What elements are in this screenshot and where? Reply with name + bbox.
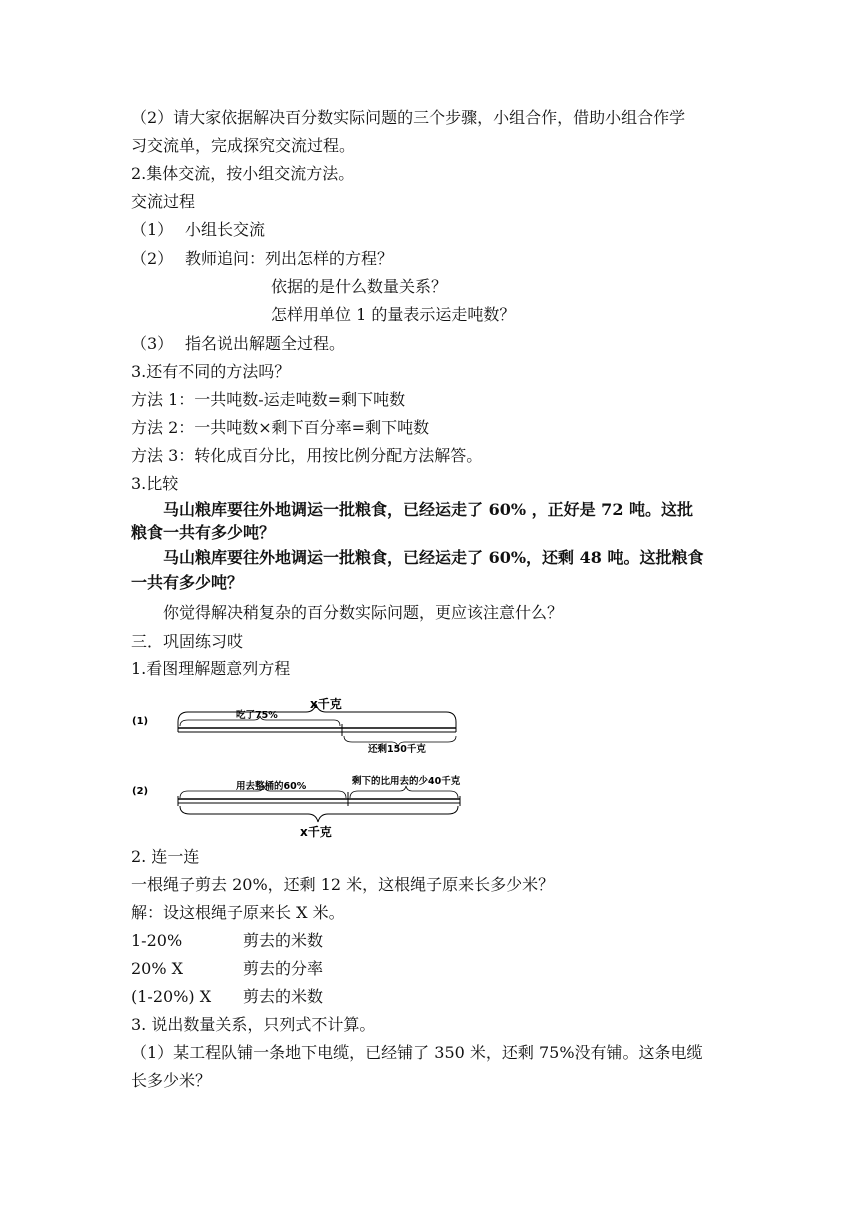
text-line: 3.还有不同的方法吗？ <box>131 362 291 381</box>
text-line: 3. 说出数量关系，只列式不计算。 <box>131 1015 376 1034</box>
eaten-label: 吃了75% <box>236 710 278 721</box>
text-line: 长多少米？ <box>131 1071 212 1090</box>
text-line: 2. 连一连 <box>131 847 200 866</box>
total-brace <box>180 806 458 822</box>
text-line: （1）某工程队铺一条地下电缆，已经铺了 350 米，还剩 75%没有铺。这条电缆 <box>131 1043 703 1062</box>
text-line: 1.看图理解题意列方程 <box>131 659 291 678</box>
list-number: （2） <box>131 249 174 268</box>
match-left-item: 1-20% <box>131 931 183 950</box>
section-heading: 三．巩固练习哎 <box>131 632 244 651</box>
total-label: x千克 <box>310 697 342 711</box>
text-line: 方法 2：一共吨数×剩下百分率=剩下吨数 <box>131 418 430 437</box>
used-brace <box>180 786 346 798</box>
total-label: x千克 <box>300 825 332 839</box>
segment-diagram-1 <box>128 692 468 756</box>
used-label: 用去整桶的60% <box>236 781 307 792</box>
text-line: 3.比较 <box>131 474 179 493</box>
bold-problem-line: 马山粮库要往外地调运一批粮食，已经运走了 60% ，正好是 72 吨。这批 <box>163 500 694 519</box>
remaining-brace <box>350 786 458 798</box>
diagram-number: (1) <box>132 716 149 727</box>
text-line: 一根绳子剪去 20%，还剩 12 米，这根绳子原来长多少米？ <box>131 875 555 894</box>
text-line: 小组长交流 <box>185 220 266 239</box>
remaining-label: 还剩150千克 <box>368 744 426 755</box>
list-number: （3） <box>131 334 174 353</box>
text-line: 方法 3：转化成百分比，用按比例分配方法解答。 <box>131 446 483 465</box>
match-left-item: (1-20%) X <box>131 987 212 1006</box>
text-line: 怎样用单位 1 的量表示运走吨数？ <box>271 305 516 324</box>
match-right-item: 剪去的米数 <box>243 931 324 950</box>
segment-diagram-2 <box>128 770 508 840</box>
diagram-number: (2) <box>132 786 149 797</box>
text-line: 依据的是什么数量关系？ <box>271 277 448 296</box>
total-brace <box>178 704 456 722</box>
bold-problem-line: 一共有多少吨？ <box>131 573 244 592</box>
text-line: 方法 1：一共吨数-运走吨数=剩下吨数 <box>131 390 406 409</box>
bold-problem-line: 马山粮库要往外地调运一批粮食，已经运走了 60%，还剩 48 吨。这批粮食 <box>163 548 704 567</box>
text-line: 你觉得解决稍复杂的百分数实际问题，更应该注意什么？ <box>163 603 564 622</box>
match-left-item: 20% X <box>131 959 184 978</box>
match-right-item: 剪去的分率 <box>243 959 324 978</box>
text-line: 交流过程 <box>131 192 196 211</box>
text-line: 解：设这根绳子原来长 X 米。 <box>131 903 345 922</box>
text-line: 2.集体交流，按小组交流方法。 <box>131 164 355 183</box>
text-line: （2）请大家依据解决百分数实际问题的三个步骤，小组合作，借助小组合作学 <box>131 108 686 127</box>
remaining-label: 剩下的比用去的少40千克 <box>352 776 461 787</box>
bold-problem-line: 粮食一共有多少吨？ <box>131 523 276 542</box>
text-line: 习交流单，完成探究交流过程。 <box>131 136 356 155</box>
match-right-item: 剪去的米数 <box>243 987 324 1006</box>
list-number: （1） <box>131 220 174 239</box>
text-line: 教师追问：列出怎样的方程？ <box>185 249 394 268</box>
text-line: 指名说出解题全过程。 <box>185 334 346 353</box>
